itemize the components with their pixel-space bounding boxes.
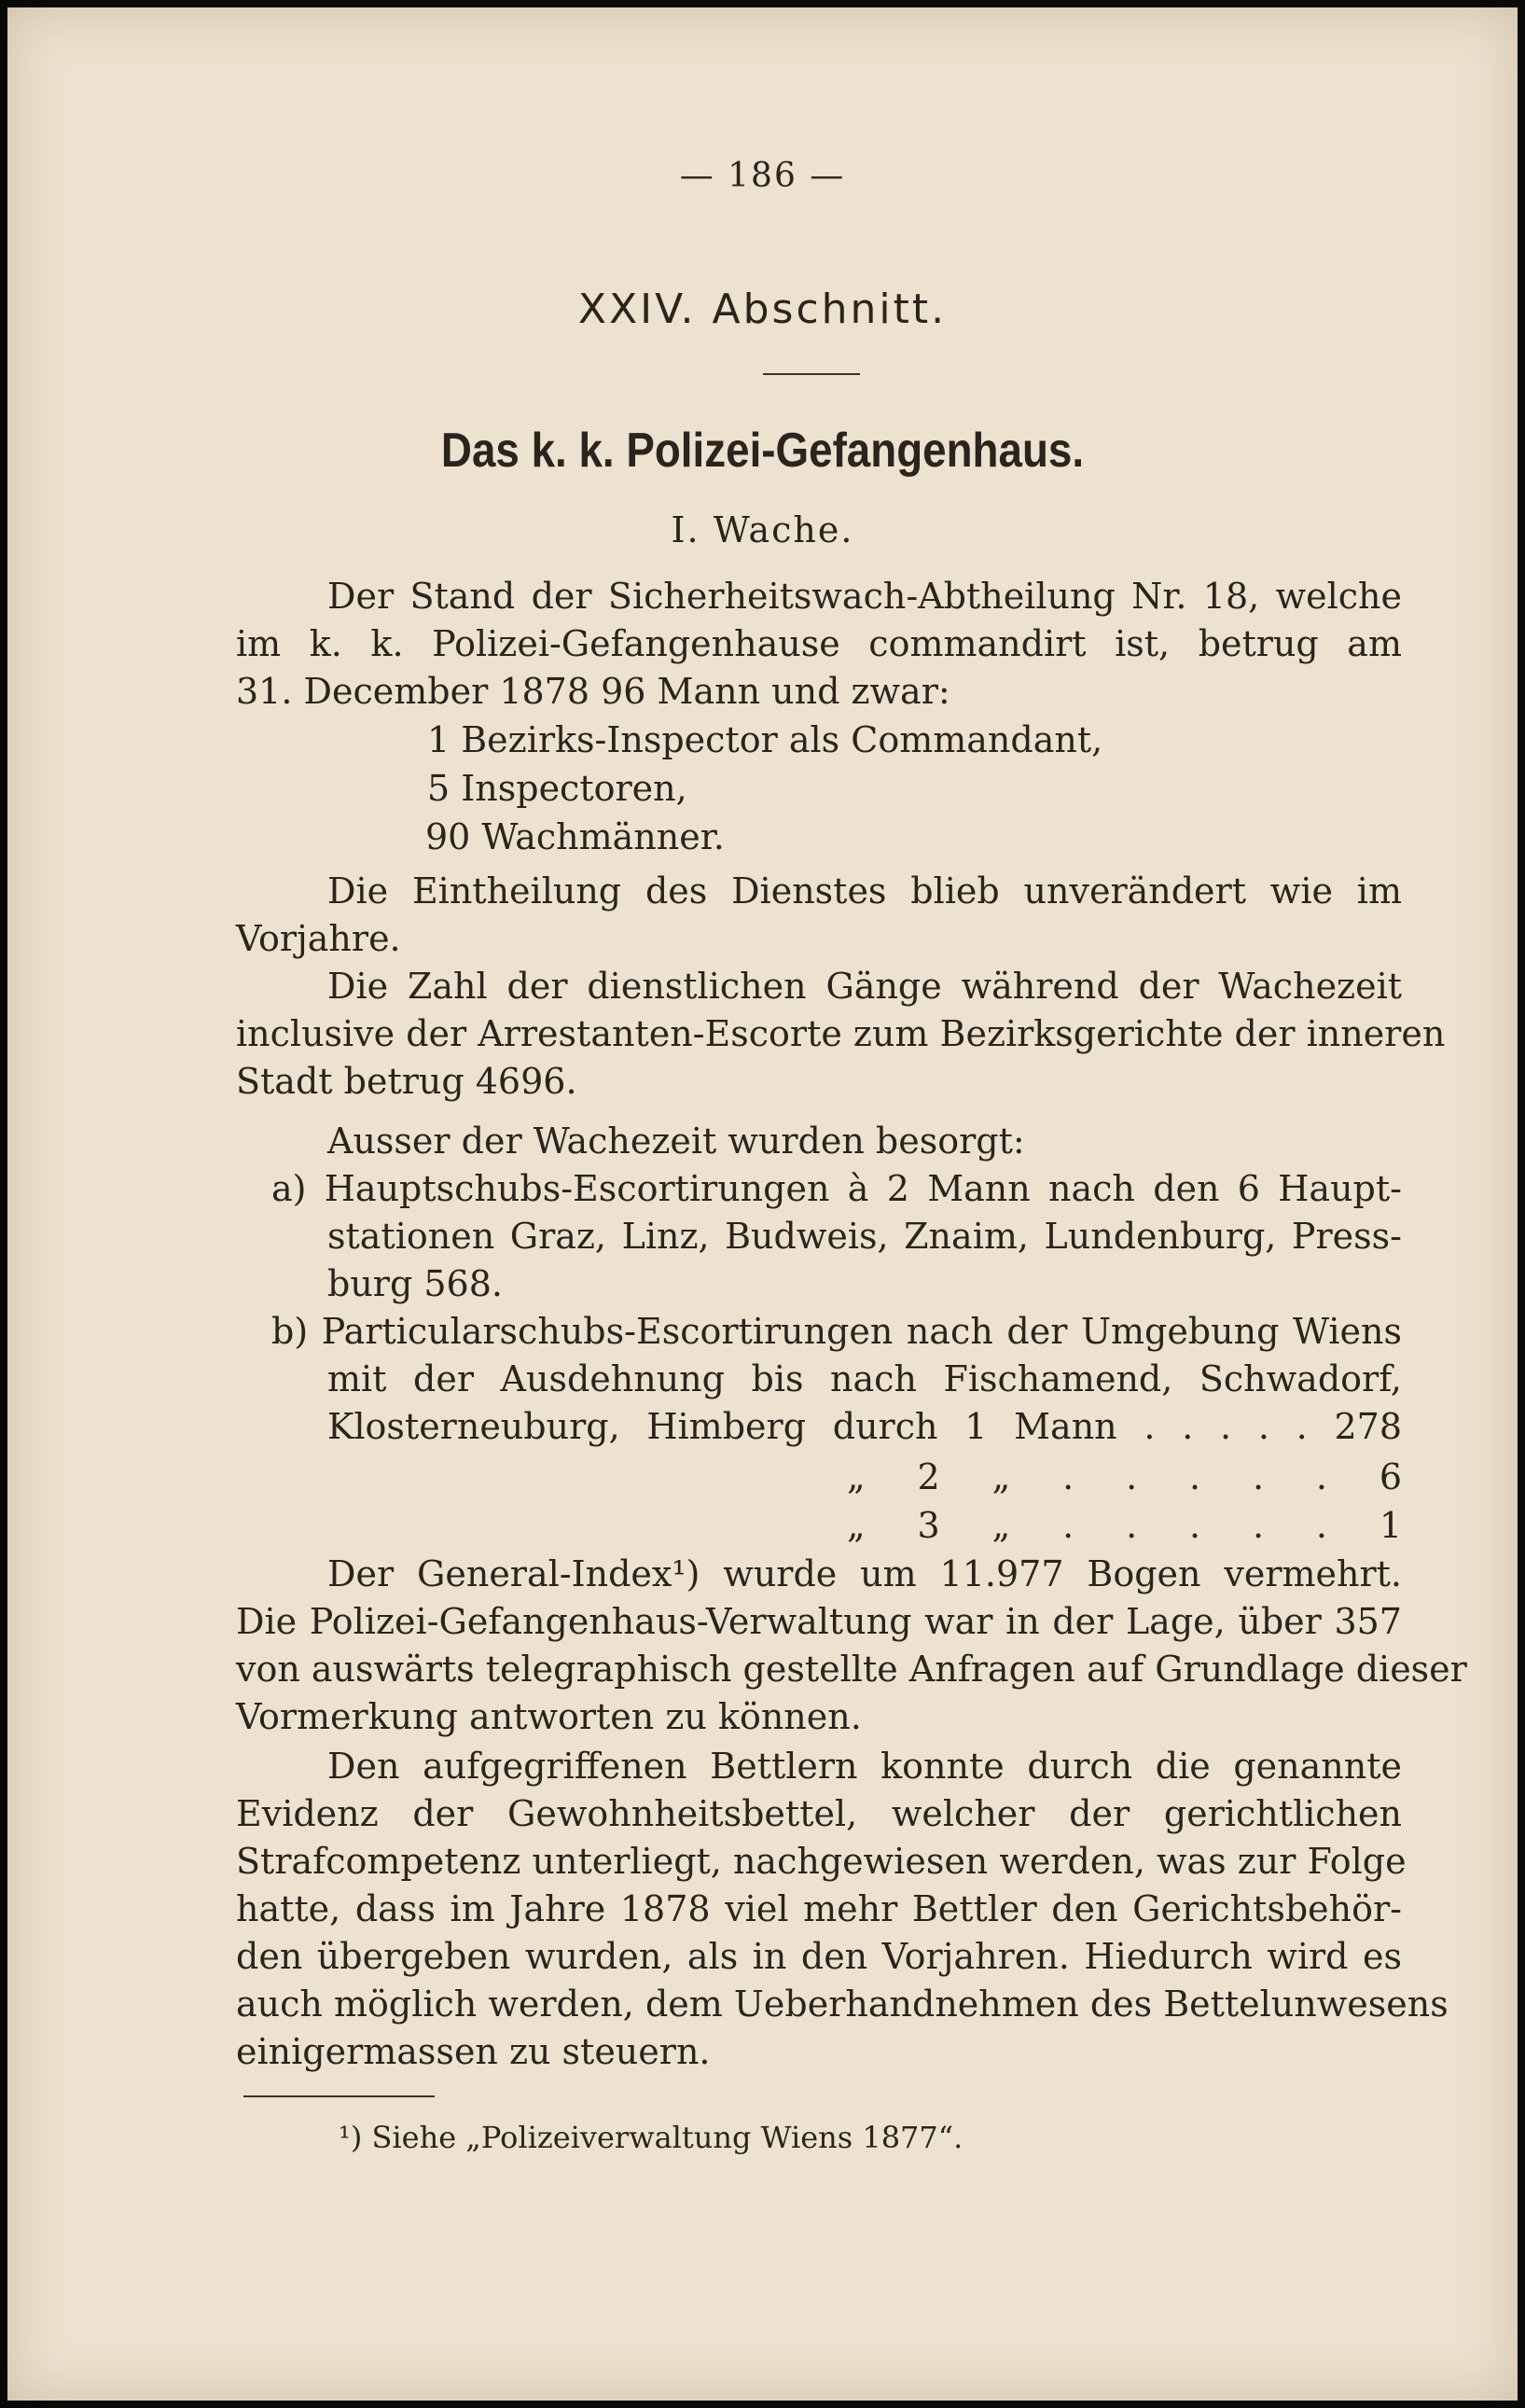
- paragraph-line: einigermassen zu steuern.: [236, 2031, 711, 2072]
- paragraph-line: Der Stand der Sicherheitswach-Abtheilung Nr. 18, welche: [327, 576, 1402, 617]
- subheading: I. Wache.: [671, 509, 854, 550]
- page-number: — 186 —: [679, 157, 846, 195]
- list-item-b: b) Particularschubs-Escortirungen nach der Umgebung Wiens: [271, 1311, 1402, 1352]
- section-heading: XXIV. Abschnitt.: [577, 285, 948, 333]
- list-item-a: stationen Graz, Linz, Budweis, Znaim, Lundenburg, Press-: [327, 1216, 1402, 1257]
- paragraph-line: Die Zahl der dienstlichen Gänge während der Wachezeit: [327, 966, 1402, 1007]
- heading-divider: [763, 373, 860, 375]
- paragraph-line: auch möglich werden, dem Ueberhandnehmen des Bettelunwesens: [236, 1983, 1449, 2025]
- paragraph-line: Der General-Index¹) wurde um 11.977 Bogen vermehrt.: [327, 1553, 1402, 1594]
- paragraph-line: Die Eintheilung des Dienstes blieb unverändert wie im: [327, 870, 1402, 912]
- list-item-b-row: „ 3 „ . . . . . 1: [847, 1505, 1402, 1546]
- paragraph-line: im k. k. Polizei-Gefangenhause commandirt ist, betrug am: [236, 623, 1402, 664]
- paragraph-line: Evidenz der Gewohnheitsbettel, welcher der gerichtlichen: [236, 1793, 1402, 1834]
- list-item-b: mit der Ausdehnung bis nach Fischamend, Schwadorf,: [327, 1358, 1402, 1399]
- paragraph-line: 31. December 1878 96 Mann und zwar:: [236, 671, 950, 712]
- paragraph-line: Vormerkung antworten zu können.: [236, 1696, 862, 1737]
- footnote-divider: [243, 2095, 435, 2097]
- list-item: 1 Bezirks-Inspector als Commandant,: [427, 719, 1103, 760]
- paragraph-line: Stadt betrug 4696.: [236, 1061, 577, 1102]
- paragraph-line: Vorjahre.: [236, 918, 401, 959]
- list-item-a: a) Hauptschubs-Escortirungen à 2 Mann nach den 6 Haupt-: [271, 1168, 1402, 1209]
- list-item-b: Klosterneuburg, Himberg durch 1 Mann . . . . . 278: [327, 1406, 1402, 1447]
- list-item-b-row: „ 2 „ . . . . . 6: [847, 1456, 1402, 1497]
- paragraph-line: Ausser der Wachezeit wurden besorgt:: [327, 1120, 1025, 1162]
- paragraph-line: Den aufgegriffenen Bettlern konnte durch die genannte: [327, 1746, 1402, 1787]
- list-item: 5 Inspectoren,: [427, 768, 687, 809]
- chapter-title: Das k. k. Polizei-Gefangenhaus.: [440, 424, 1085, 478]
- paragraph-line: von auswärts telegraphisch gestellte Anfragen auf Grundlage dieser: [236, 1649, 1467, 1690]
- book-page: [7, 7, 1518, 2401]
- list-item-a: burg 568.: [327, 1263, 503, 1304]
- paragraph-line: Die Polizei-Gefangenhaus-Verwaltung war in der Lage, über 357: [236, 1601, 1402, 1642]
- paragraph-line: hatte, dass im Jahre 1878 viel mehr Bettler den Gerichtsbehör-: [236, 1888, 1402, 1929]
- footnote: ¹) Siehe „Polizeiverwaltung Wiens 1877“.: [339, 2120, 964, 2155]
- list-item: 90 Wachmänner.: [425, 816, 725, 857]
- paragraph-line: den übergeben wurden, als in den Vorjahren. Hiedurch wird es: [236, 1936, 1402, 1977]
- paragraph-line: inclusive der Arrestanten-Escorte zum Bezirksgerichte der inneren: [236, 1013, 1446, 1054]
- paragraph-line: Strafcompetenz unterliegt, nachgewiesen werden, was zur Folge: [236, 1841, 1407, 1882]
